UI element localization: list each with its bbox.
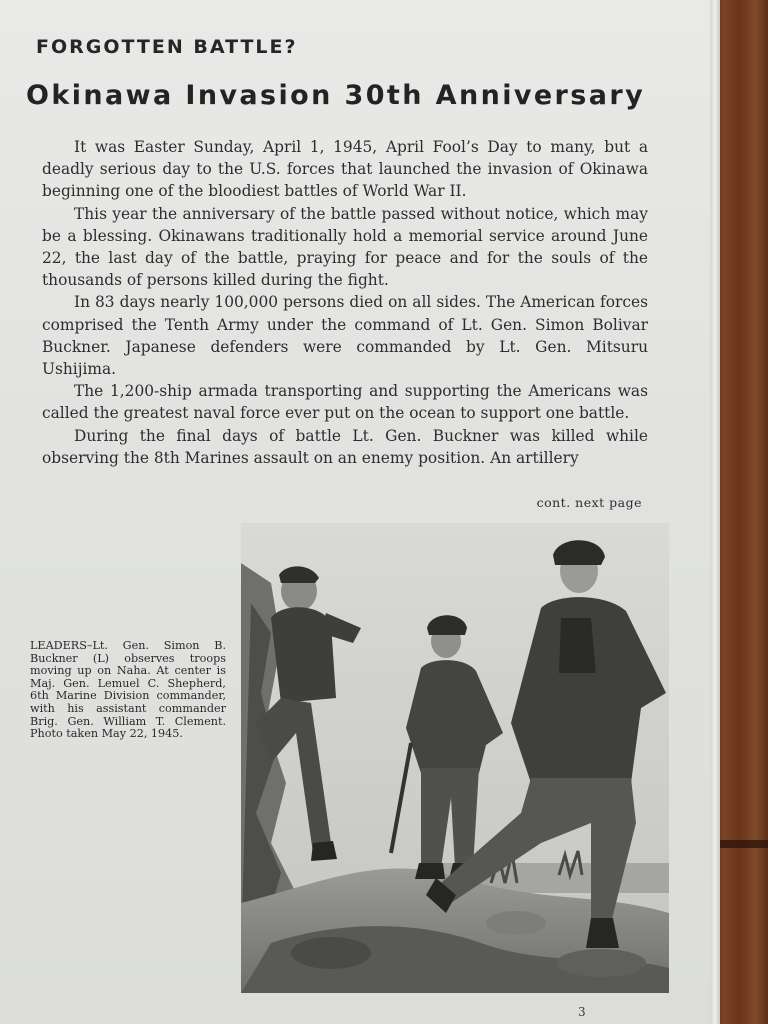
article-paragraph-5: During the final days of battle Lt. Gen. Buckner was killed while observing the 8th Marines assault on an enemy position. An artillery	[42, 426, 648, 467]
continued-note: cont. next page	[536, 495, 642, 510]
page-number: 3	[578, 1005, 586, 1019]
article-paragraph-1: It was Easter Sunday, April 1, 1945, April Fool’s Day to many, but a deadly serious day to the U.S. forces that launched the invasion of Okinawa beginning one of the bloodiest battles of World War II.	[42, 138, 648, 201]
page-edge	[710, 0, 720, 1024]
page-title: Okinawa Invasion 30th Anniversary	[26, 80, 646, 111]
article-paragraph-3: In 83 days nearly 100,000 persons died on all sides. The American forces comprised the Tenth Army under the command of Lt. Gen. Simon Bolivar Buckner. Japanese defenders were commanded by Lt. Gen. Mitsuru Ushijima.	[42, 293, 648, 379]
photo-caption: LEADERS–Lt. Gen. Simon B. Buckner (L) observes troops moving up on Naha. At center is Maj. Gen. Lemuel C. Shepherd, 6th Marine Division commander, with his assistant commander Brig. Gen. William T. Clement. Photo taken May 22, 1945.	[30, 639, 226, 741]
historical-photo	[241, 523, 669, 993]
article-body	[42, 136, 648, 469]
article-paragraph-2: This year the anniversary of the battle passed without notice, which may be a blessing. Okinawans traditionally hold a memorial service around June 22, the last day of the battle, praying for peace and for the souls of the thousands of persons killed during the fight.	[42, 204, 648, 290]
soldiers-photo-illustration	[241, 523, 669, 993]
article-paragraph-4: The 1,200-ship armada transporting and supporting the Americans was called the greatest naval force ever put on the ocean to support one battle.	[42, 382, 648, 423]
kicker-heading: FORGOTTEN BATTLE?	[36, 36, 298, 58]
